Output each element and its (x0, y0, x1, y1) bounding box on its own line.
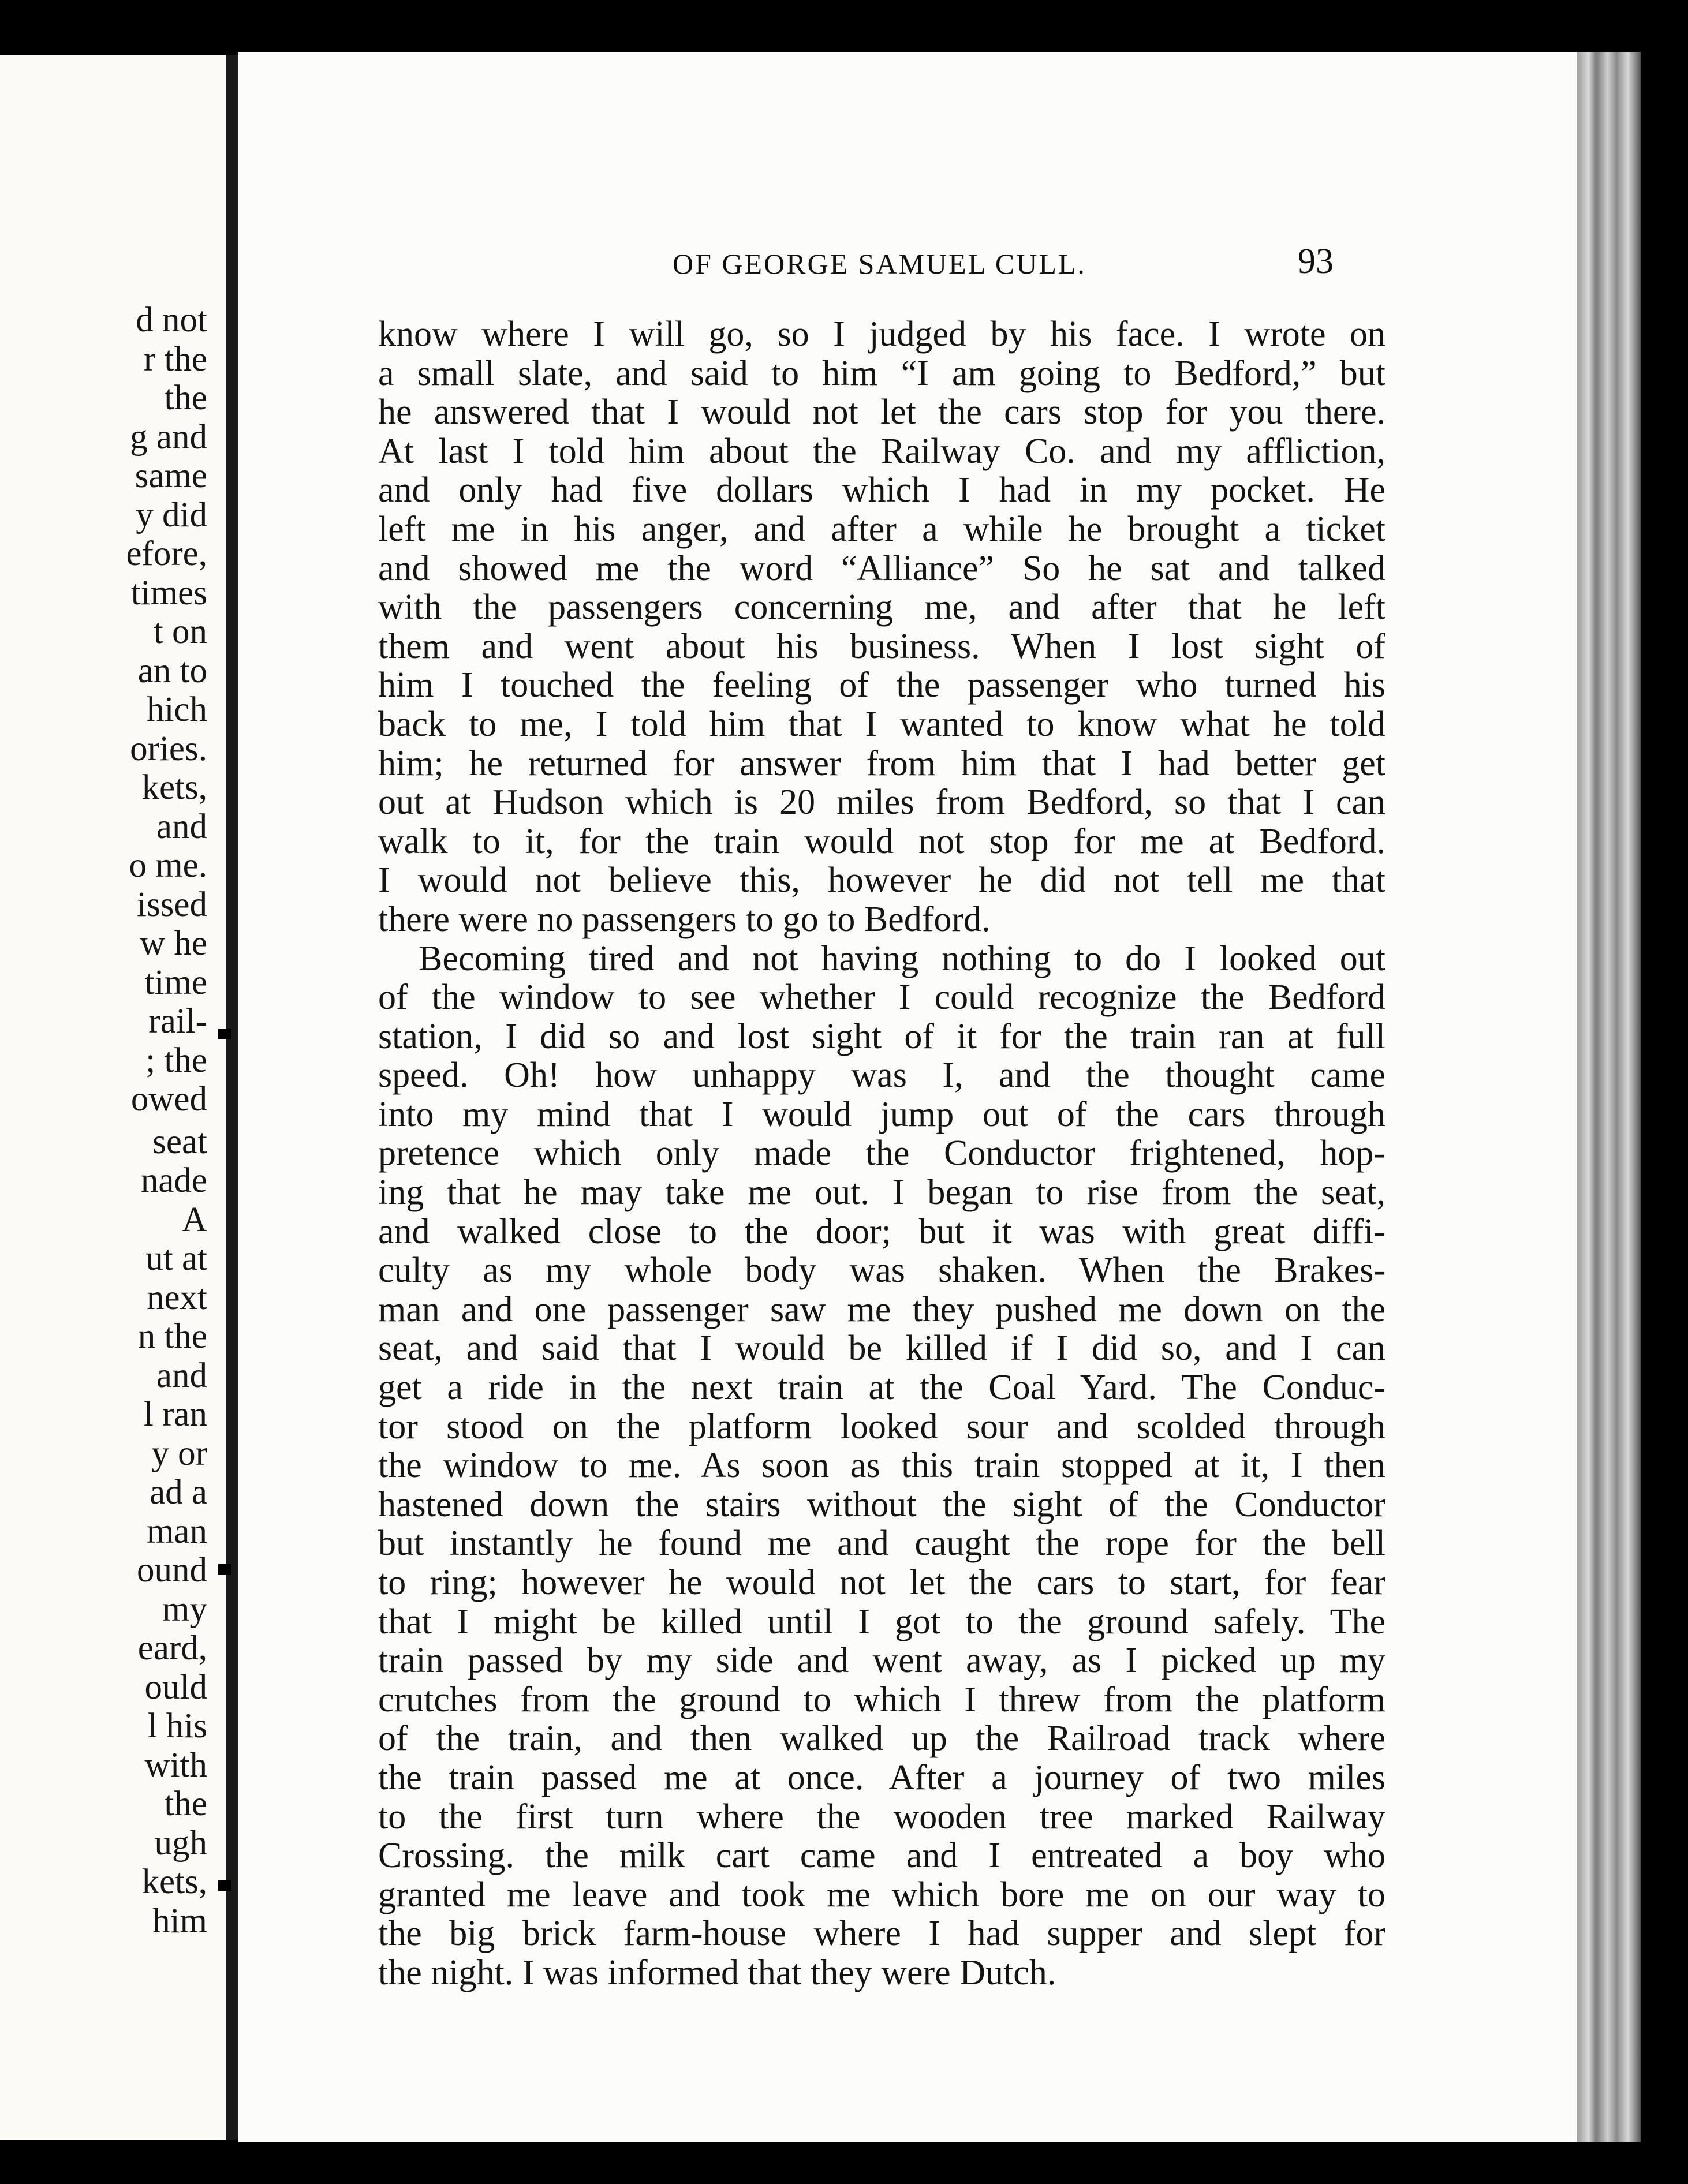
text-line: n the (137, 1317, 207, 1356)
binding-mark (218, 1880, 231, 1891)
page-number: 93 (1298, 242, 1334, 281)
text-line: seat (152, 1122, 207, 1161)
text-line: there were no passengers to go to Bedford. (378, 900, 991, 939)
text-line: ad a (150, 1473, 207, 1512)
text-line: station, I did so and lost sight of it for the train ran at full (378, 1017, 1385, 1056)
text-line: that I might be killed until I got to the ground safely. The (378, 1602, 1385, 1641)
text-line: ound (137, 1551, 207, 1590)
text-line: and only had five dollars which I had in my pocket. He (378, 471, 1385, 510)
text-line: ing that he may take me out. I began to rise from the seat, (378, 1173, 1385, 1213)
text-line: culty as my whole body was shaken. When the Brakes- (378, 1251, 1385, 1291)
text-line: ould (144, 1667, 207, 1707)
text-line: w he (140, 924, 207, 963)
text-line: the (164, 379, 207, 417)
text-line: left me in his anger, and after a while he brought a ticket (378, 510, 1385, 549)
page-body (378, 315, 1385, 1993)
text-line: with (144, 1745, 207, 1785)
facing-page-fragment (0, 55, 228, 2140)
text-line: speed. Oh! how unhappy was I, and the thought came (378, 1056, 1385, 1095)
facing-page-text (92, 301, 207, 1940)
text-line: get a ride in the next train at the Coal Yard. The Conduc- (378, 1368, 1385, 1408)
text-line: A (181, 1200, 207, 1239)
paragraph-1 (378, 315, 1385, 940)
text-line: t on (153, 612, 207, 651)
paragraph-2 (378, 940, 1385, 1993)
text-line: hastened down the stairs without the sight of the Conductor (378, 1485, 1385, 1524)
text-line: l his (147, 1707, 207, 1745)
text-line: d not (136, 301, 207, 339)
text-line: hich (146, 690, 207, 729)
text-line: an to (137, 651, 207, 690)
text-line: pretence which only made the Conductor frightened, hop- (378, 1134, 1385, 1173)
text-line: know where I will go, so I judged by his face. I wrote on (378, 315, 1385, 354)
text-line: to ring; however he would not let the cars to start, for fear (378, 1564, 1385, 1602)
text-line: to the first turn where the wooden tree marked Railway (378, 1797, 1385, 1837)
text-line: ories. (130, 729, 207, 768)
page-gutter (226, 55, 238, 2140)
page-edge-stack (1577, 52, 1641, 2142)
text-line: ut at (145, 1239, 207, 1278)
text-line: time (144, 963, 207, 1002)
text-line: times (130, 573, 207, 612)
text-line: him I touched the feeling of the passenger who turned his (378, 666, 1385, 705)
text-line: At last I told him about the Railway Co. and my affliction, (378, 432, 1385, 471)
text-line: r the (143, 339, 207, 379)
text-line: y did (136, 495, 207, 534)
running-head: OF GEORGE SAMUEL CULL. (673, 248, 1086, 280)
text-line: rail- (148, 1002, 207, 1041)
text-line: but instantly he found me and caught the rope for the bell (378, 1524, 1385, 1564)
text-line: crutches from the ground to which I threw from the platform (378, 1680, 1385, 1719)
text-line: efore, (126, 534, 207, 573)
text-line: he answered that I would not let the cars stop for you there. (378, 393, 1385, 432)
text-line: man and one passenger saw me they pushed me down on the (378, 1290, 1385, 1329)
text-line: a small slate, and said to him “I am going to Bedford,” but (378, 354, 1385, 393)
text-line: him; he returned for answer from him that I had better get (378, 744, 1385, 783)
text-line: the (164, 1785, 207, 1823)
text-line: kets, (141, 1863, 207, 1901)
text-line: kets, (141, 768, 207, 807)
text-line: man (146, 1512, 207, 1551)
text-line: y or (151, 1434, 207, 1473)
text-line: granted me leave and took me which bore me on our way to (378, 1875, 1385, 1914)
binding-mark (218, 1564, 231, 1575)
text-line: tor stood on the platform looked sour and scolded through (378, 1407, 1385, 1446)
text-line: train passed by my side and went away, as I picked up my (378, 1641, 1385, 1681)
text-line: same (135, 457, 207, 495)
binding-mark (218, 1029, 231, 1039)
text-line: back to me, I told him that I wanted to know what he told (378, 705, 1385, 744)
text-line: nade (140, 1161, 207, 1200)
text-line: Becoming tired and not having nothing to do I looked out (419, 939, 1385, 978)
text-line: owed (130, 1080, 207, 1119)
text-line: walk to it, for the train would not stop for me at Bedford. (378, 822, 1385, 861)
text-line: the window to me. As soon as this train stopped at it, I then (378, 1446, 1385, 1486)
text-line: them and went about his business. When I lost sight of (378, 627, 1385, 666)
text-line: g and (130, 417, 207, 457)
text-line: next (146, 1278, 207, 1317)
text-line: ; the (145, 1041, 207, 1080)
text-line: and walked close to the door; but it was with great diffi- (378, 1212, 1385, 1251)
text-line: Crossing. the milk cart came and I entreated a boy who (378, 1837, 1385, 1876)
text-line: and (156, 807, 207, 846)
text-line: l ran (143, 1395, 207, 1434)
text-line: I would not believe this, however he did not tell me that (378, 861, 1385, 900)
text-line: seat, and said that I would be killed if I did so, and I can (378, 1329, 1385, 1368)
text-line: of the train, and then walked up the Railroad track where (378, 1719, 1385, 1759)
text-line: o me. (129, 846, 207, 885)
text-line: the big brick farm-house where I had supper and slept for (378, 1914, 1385, 1954)
text-line: with the passengers concerning me, and after that he left (378, 588, 1385, 627)
text-line: the night. I was informed that they were Dutch. (378, 1953, 1056, 1992)
text-line: and showed me the word “Alliance” So he sat and talked (378, 549, 1385, 588)
text-line: the train passed me at once. After a journey of two miles (378, 1758, 1385, 1797)
text-line: and (156, 1356, 207, 1395)
text-line: ugh (154, 1823, 207, 1863)
text-line: into my mind that I would jump out of the cars through (378, 1095, 1385, 1134)
text-line: eard, (137, 1629, 207, 1667)
text-line: of the window to see whether I could recognize the Bedford (378, 978, 1385, 1018)
text-line: him (152, 1901, 207, 1940)
text-line: out at Hudson which is 20 miles from Bedford, so that I can (378, 783, 1385, 822)
text-line: issed (137, 885, 207, 924)
text-line: my (162, 1590, 207, 1629)
